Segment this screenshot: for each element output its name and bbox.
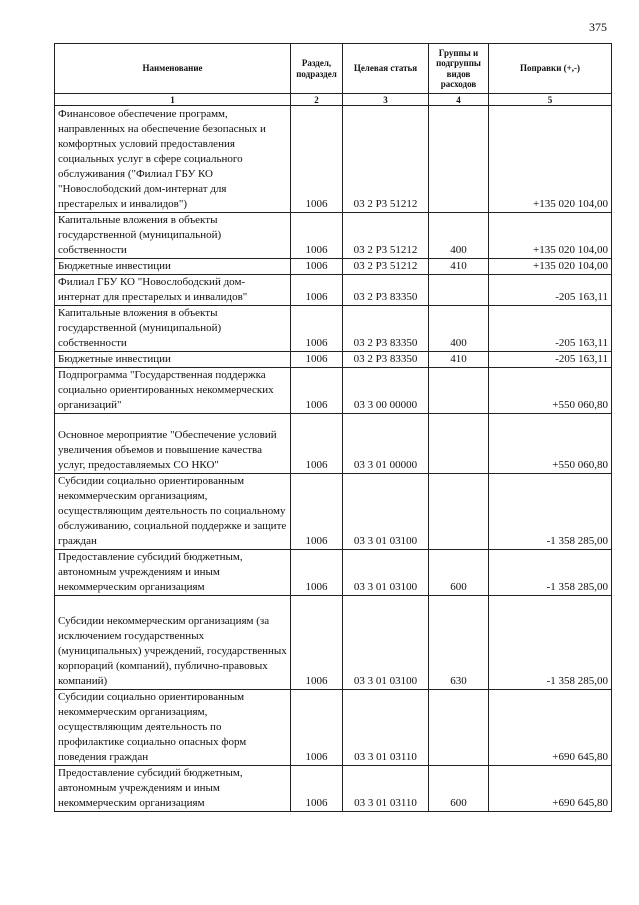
row-section: 1006	[291, 259, 343, 275]
table-row	[55, 106, 612, 213]
column-number: 1	[55, 94, 291, 106]
row-target: 03 3 01 03110	[343, 690, 429, 766]
table-row	[55, 766, 612, 812]
row-amount: -205 163,11	[489, 306, 612, 352]
row-name: Капитальные вложения в объекты государственной (муниципальной) собственности	[55, 306, 291, 352]
header-row	[55, 44, 612, 94]
table-row	[55, 414, 612, 474]
row-name: Капитальные вложения в объекты государственной (муниципальной) собственности	[55, 213, 291, 259]
row-group	[429, 275, 489, 306]
row-amount: +135 020 104,00	[489, 259, 612, 275]
row-target: 03 2 P3 83350	[343, 275, 429, 306]
row-name: Субсидии социально ориентированным некоммерческим организациям, осуществляющим деятельность по социальному обслуживанию, социальной поддержке и защите граждан	[55, 474, 291, 550]
row-section: 1006	[291, 550, 343, 596]
table-row	[55, 352, 612, 368]
column-number: 5	[489, 94, 612, 106]
row-section: 1006	[291, 474, 343, 550]
row-name: Филиал ГБУ КО "Новослободский дом-интернат для престарелых и инвалидов"	[55, 275, 291, 306]
table-row	[55, 213, 612, 259]
row-name: Субсидии некоммерческим организациям (за исключением государственных (муниципальных) учреждений, государственных корпораций (компаний), публично-правовых компаний)	[55, 596, 291, 690]
table-row	[55, 596, 612, 690]
row-amount: +550 060,80	[489, 414, 612, 474]
row-group	[429, 690, 489, 766]
row-group	[429, 414, 489, 474]
row-section: 1006	[291, 275, 343, 306]
row-amount: +135 020 104,00	[489, 213, 612, 259]
row-group: 630	[429, 596, 489, 690]
row-amount: -205 163,11	[489, 352, 612, 368]
row-target: 03 3 01 03100	[343, 550, 429, 596]
row-target: 03 2 P3 83350	[343, 306, 429, 352]
table-row	[55, 368, 612, 414]
row-target: 03 3 01 03100	[343, 474, 429, 550]
row-group: 600	[429, 766, 489, 812]
row-target: 03 2 P3 51212	[343, 106, 429, 213]
row-name: Предоставление субсидий бюджетным, автономным учреждениям и иным некоммерческим организациям	[55, 766, 291, 812]
row-amount: -1 358 285,00	[489, 596, 612, 690]
row-target: 03 3 01 03110	[343, 766, 429, 812]
row-target: 03 3 01 03100	[343, 596, 429, 690]
row-amount: +135 020 104,00	[489, 106, 612, 213]
row-group	[429, 368, 489, 414]
row-amount: -1 358 285,00	[489, 550, 612, 596]
row-section: 1006	[291, 213, 343, 259]
row-name: Финансовое обеспечение программ, направленных на обеспечение безопасных и комфортных условий предоставления социальных услуг в сфере социального обслуживания ("Филиал ГБУ КО "Новослободский дом-интернат для престарелых и инвалидов")	[55, 106, 291, 213]
column-number: 2	[291, 94, 343, 106]
header-target: Целевая статья	[343, 44, 429, 94]
row-name: Бюджетные инвестиции	[55, 259, 291, 275]
table-row	[55, 550, 612, 596]
table-row	[55, 275, 612, 306]
table-row	[55, 306, 612, 352]
row-section: 1006	[291, 352, 343, 368]
row-target: 03 2 P3 83350	[343, 352, 429, 368]
header-groups: Группы и подгруппы видов расходов	[429, 44, 489, 94]
header-section: Раздел, подраздел	[291, 44, 343, 94]
row-section: 1006	[291, 596, 343, 690]
row-amount: +550 060,80	[489, 368, 612, 414]
row-name: Подпрограмма "Государственная поддержка социально ориентированных некоммерческих организаций"	[55, 368, 291, 414]
row-name: Основное мероприятие "Обеспечение условий увеличения объемов и повышение качества услуг, предоставляемых СО НКО"	[55, 414, 291, 474]
table-row	[55, 474, 612, 550]
row-section: 1006	[291, 368, 343, 414]
row-amount: +690 645,80	[489, 690, 612, 766]
row-group	[429, 106, 489, 213]
row-name: Субсидии социально ориентированным некоммерческим организациям, осуществляющим деятельность по профилактике социально опасных форм поведения граждан	[55, 690, 291, 766]
row-section: 1006	[291, 306, 343, 352]
row-target: 03 3 01 00000	[343, 414, 429, 474]
header-amendments: Поправки (+,-)	[489, 44, 612, 94]
budget-amendments-table	[54, 43, 612, 812]
row-target: 03 2 P3 51212	[343, 213, 429, 259]
row-target: 03 2 P3 51212	[343, 259, 429, 275]
row-group	[429, 474, 489, 550]
row-group: 410	[429, 259, 489, 275]
row-group: 400	[429, 306, 489, 352]
row-target: 03 3 00 00000	[343, 368, 429, 414]
row-group: 410	[429, 352, 489, 368]
row-section: 1006	[291, 106, 343, 213]
page-number: 375	[589, 20, 607, 34]
row-group: 400	[429, 213, 489, 259]
row-section: 1006	[291, 766, 343, 812]
row-amount: +690 645,80	[489, 766, 612, 812]
table-row	[55, 690, 612, 766]
row-amount: -1 358 285,00	[489, 474, 612, 550]
column-number-row	[55, 94, 612, 106]
row-section: 1006	[291, 690, 343, 766]
row-amount: -205 163,11	[489, 275, 612, 306]
row-section: 1006	[291, 414, 343, 474]
header-name: Наименование	[55, 44, 291, 94]
table-row	[55, 259, 612, 275]
row-name: Предоставление субсидий бюджетным, автономным учреждениям и иным некоммерческим организациям	[55, 550, 291, 596]
column-number: 4	[429, 94, 489, 106]
column-number: 3	[343, 94, 429, 106]
row-group: 600	[429, 550, 489, 596]
row-name: Бюджетные инвестиции	[55, 352, 291, 368]
